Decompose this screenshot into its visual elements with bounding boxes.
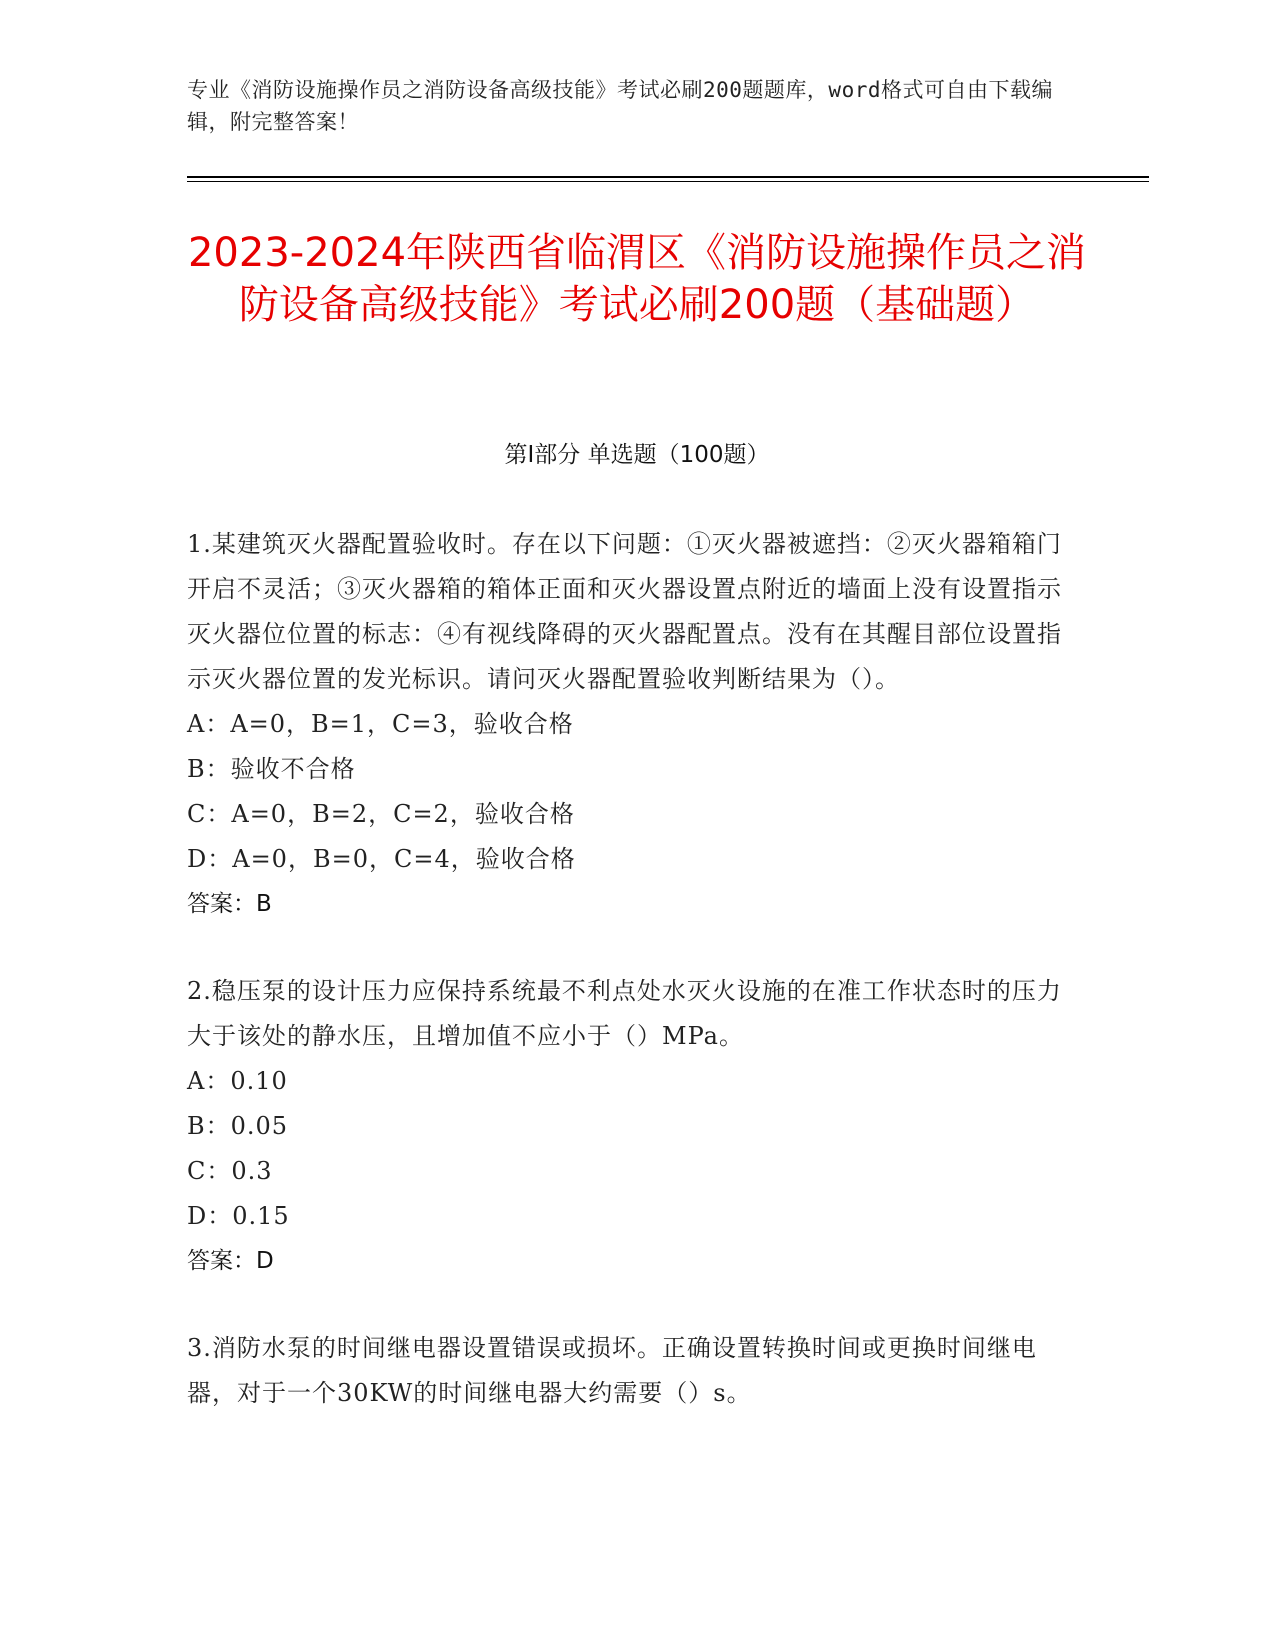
option-d: D：A=0，B=0，C=4，验收合格 bbox=[187, 845, 576, 873]
question-1 bbox=[187, 522, 1067, 927]
question-stem: 2.稳压泵的设计压力应保持系统最不利点处水灭火设施的在准工作状态时的压力大于该处的静水压，且增加值不应小于（）MPa。 bbox=[187, 977, 1062, 1050]
question-stem: 1.某建筑灭火器配置验收时。存在以下问题：①灭火器被遮挡：②灭火器箱箱门开启不灵活；③灭火器箱的箱体正面和灭火器设置点附近的墙面上没有设置指示灭火器位位置的标志：④有视线降碍的灭火器配置点。没有在其醒目部位设置指示灭火器位置的发光标识。请问灭火器配置验收判断结果为（）。 bbox=[187, 530, 1062, 693]
question-2 bbox=[187, 969, 1067, 1284]
option-b: B：0.05 bbox=[187, 1112, 289, 1140]
question-answer: 答案：B bbox=[187, 891, 272, 917]
document-title: 2023-2024年陕西省临渭区《消防设施操作员之消防设备高级技能》考试必刷200题（基础题） bbox=[187, 230, 1087, 328]
header-note: 专业《消防设施操作员之消防设备高级技能》考试必刷200题题库，word格式可自由下载编辑，附完整答案！ bbox=[187, 78, 1053, 134]
option-c: C：A=0，B=2，C=2，验收合格 bbox=[187, 800, 575, 828]
header-divider-thin bbox=[187, 181, 1149, 182]
option-b: B：验收不合格 bbox=[187, 755, 356, 783]
option-a: A：A=0，B=1，C=3，验收合格 bbox=[187, 710, 574, 738]
option-a: A：0.10 bbox=[187, 1067, 288, 1095]
question-stem: 3.消防水泵的时间继电器设置错误或损坏。正确设置转换时间或更换时间继电器，对于一个30KW的时间继电器大约需要（）s。 bbox=[187, 1334, 1037, 1407]
section-title: 第I部分 单选题（100题） bbox=[504, 442, 770, 468]
question-list bbox=[187, 522, 1067, 1458]
header-divider-thick bbox=[187, 176, 1149, 178]
question-3 bbox=[187, 1326, 1067, 1416]
question-answer: 答案：D bbox=[187, 1248, 274, 1274]
option-d: D：0.15 bbox=[187, 1202, 290, 1230]
option-c: C：0.3 bbox=[187, 1157, 273, 1185]
